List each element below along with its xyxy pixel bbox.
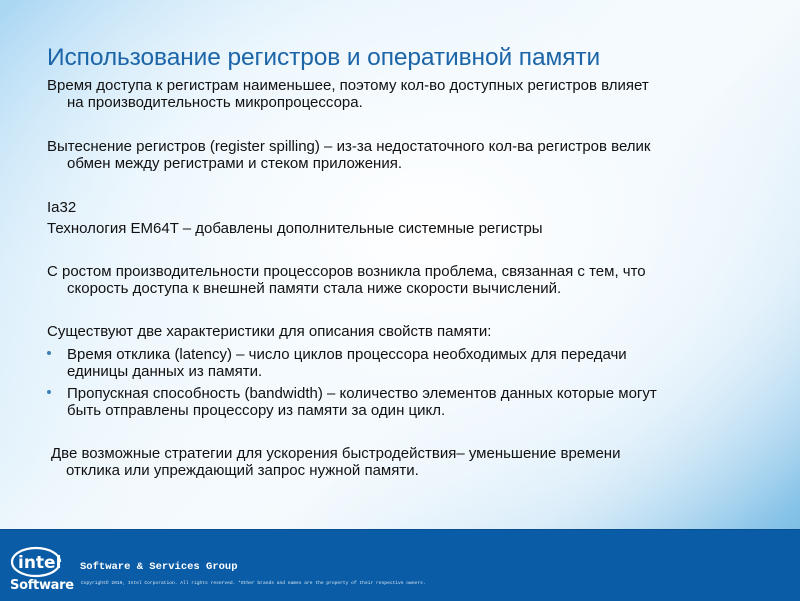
paragraph-register-access xyxy=(47,77,777,111)
paragraph-line: на производительность микропроцессора. xyxy=(67,94,363,111)
paragraph-memory-characteristics xyxy=(47,323,777,340)
paragraph-line: Ia32 xyxy=(47,199,77,216)
paragraph-ia32 xyxy=(47,199,777,216)
paragraph-line: Время доступа к регистрам наименьшее, поэтому кол-во доступных регистров влияет xyxy=(47,77,649,94)
bullet-icon xyxy=(47,351,51,355)
paragraph-memory-speed xyxy=(47,263,777,297)
paragraph-line: С ростом производительности процессоров возникла проблема, связанная с тем, что xyxy=(47,263,646,280)
footer-bar xyxy=(0,529,800,601)
group-name: Software & Services Group xyxy=(80,561,238,573)
bullet-line: единицы данных из памяти. xyxy=(67,363,263,380)
paragraph-em64t xyxy=(47,220,777,237)
paragraph-line: Технология EM64T – добавлены дополнительные системные регистры xyxy=(47,220,543,237)
logo-software-label: Software xyxy=(10,578,74,593)
paragraph-strategies xyxy=(51,445,781,479)
paragraph-register-spilling xyxy=(47,138,777,172)
bullet-line: Пропускная способность (bandwidth) – количество элементов данных которые могут xyxy=(67,385,657,402)
paragraph-line: Вытеснение регистров (register spilling) – из-за недостаточного кол-ва регистров велик xyxy=(47,138,651,155)
bullet-line: Время отклика (latency) – число циклов процессора необходимых для передачи xyxy=(67,346,627,363)
paragraph-line: обмен между регистрами и стеком приложения. xyxy=(67,155,403,172)
bullet-line: быть отправлены процессору из памяти за один цикл. xyxy=(67,402,446,419)
paragraph-line: Две возможные стратегии для ускорения быстродействия– уменьшение времени xyxy=(51,445,621,462)
paragraph-line: скорость доступа к внешней памяти стала ниже скорости вычислений. xyxy=(67,280,562,297)
slide-title: Использование регистров и оперативной памяти xyxy=(47,44,601,71)
intel-logo-text: intel xyxy=(18,553,62,573)
paragraph-line: Существуют две характеристики для описания свойств памяти: xyxy=(47,323,492,340)
copyright-notice: Copyright© 2010, Intel Corporation. All rights reserved. *Other brands and names are the property of their respective owners. xyxy=(81,581,426,586)
paragraph-line: отклика или упреждающий запрос нужной памяти. xyxy=(66,462,419,479)
bullet-icon xyxy=(47,390,51,394)
